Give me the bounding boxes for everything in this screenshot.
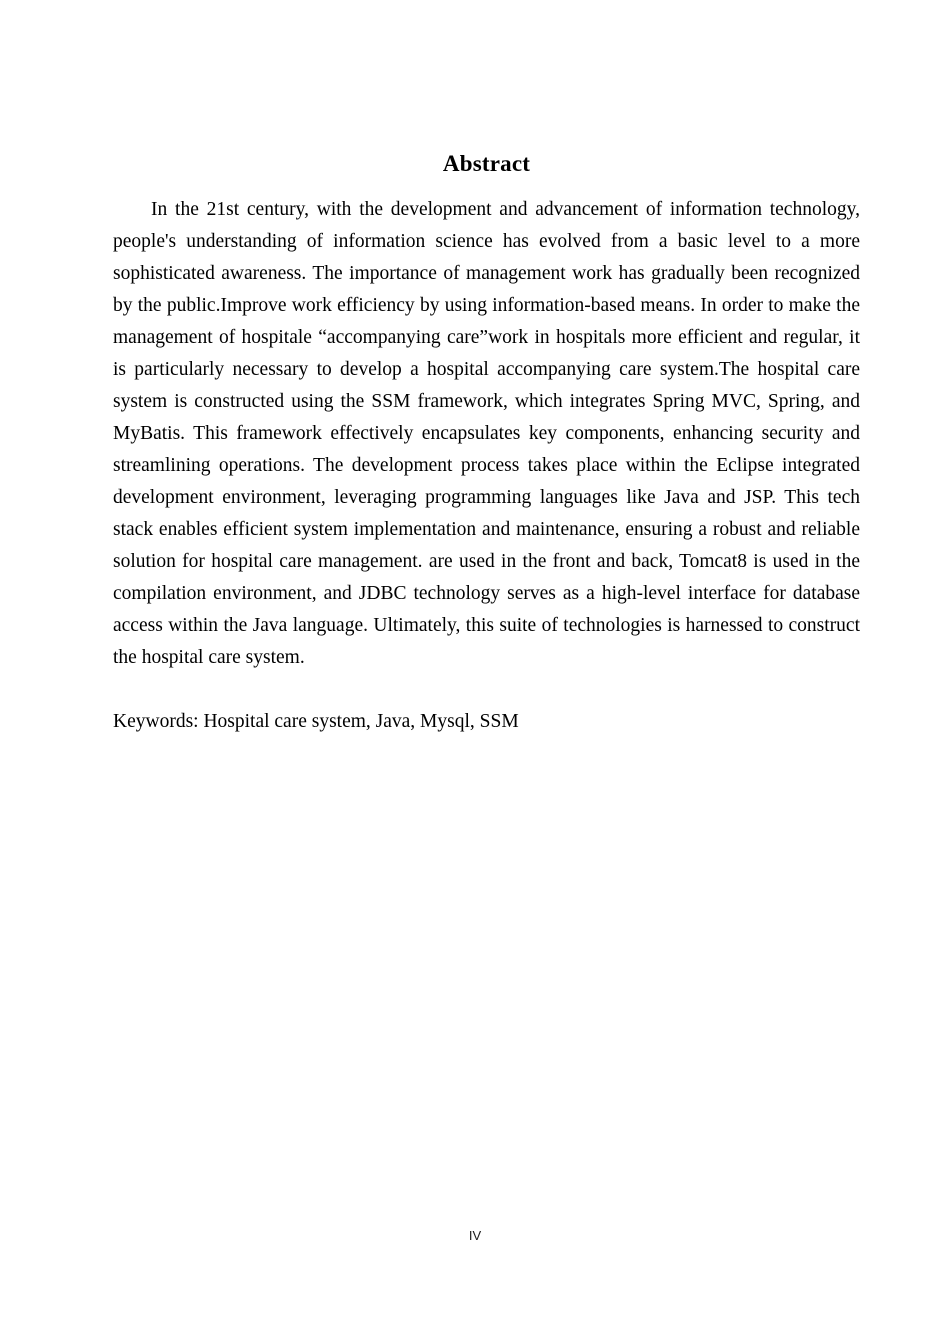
abstract-paragraph: In the 21st century, with the development and advancement of information technology, people's understanding of information science has evolved from a basic level to a more sophisticated awareness. The importance of management work has gradually been recognized by the public.Improve work efficiency by using information-based means. In order to make the management of hospitale “accompanying care”work in hospitals more efficient and regular, it is particularly necessary to develop a hospital accompanying care system.The hospital care system is constructed using the SSM framework, which integrates Spring MVC, Spring, and MyBatis. This framework effectively encapsulates key components, enhancing security and streamlining operations. The development process takes place within the Eclipse integrated development environment, leveraging programming languages like Java and JSP. This tech stack enables efficient system implementation and maintenance, ensuring a robust and reliable solution for hospital care management. are used in the front and back, Tomcat8 is used in the compilation environment, and JDBC technology serves as a high-level interface for database access within the Java language. Ultimately, this suite of technologies is harnessed to construct the hospital care system. [113, 199, 860, 668]
page-number: IV [468, 1228, 482, 1243]
page-content-column [113, 0, 860, 738]
keywords-line: Keywords: Hospital care system, Java, Mysql, SSM [113, 711, 519, 732]
page-title: Abstract [442, 151, 531, 176]
